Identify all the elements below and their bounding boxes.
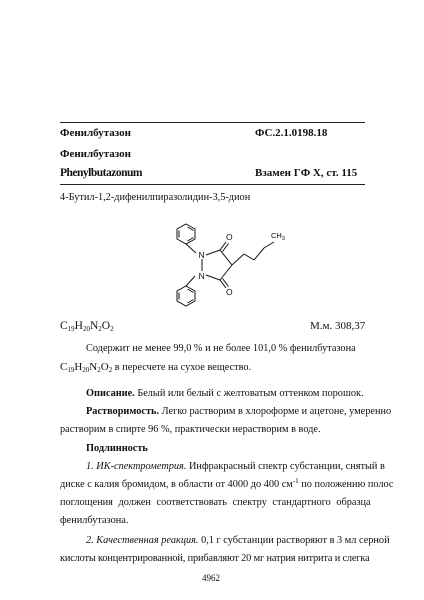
qual-line-1: 2. Качественная реакция. 0,1 г субстанции растворяют в 3 мл серной — [86, 535, 390, 546]
qual-line-2: кислоты концентрированной, прибавляют 20 мг натрия нитрита и слегка — [60, 553, 370, 564]
header-top-rule — [60, 122, 365, 123]
identity-heading: Подлинность — [86, 443, 148, 454]
oxygen-upper-label: O — [226, 232, 233, 242]
content-text: Содержит не менее 99,0 % и не более 101,0 % фенилбутазона — [86, 343, 356, 354]
solubility-label: Растворимость. — [86, 406, 160, 417]
description — [86, 385, 364, 403]
molecular-weight: М.м. 308,37 — [310, 320, 366, 332]
content-paragraph — [60, 340, 365, 358]
ir-label: 1. ИК-спектрометрия. — [86, 461, 187, 472]
content-tail: $C_{19}H_{20}N_2O_2$ в пересчете на сухое вещество. — [60, 361, 252, 374]
solubility-line-2: растворим в спирте 96 %, практически нерастворим в воде. — [60, 424, 321, 435]
nitrogen-lower-label: N — [198, 271, 205, 281]
ir-line-1: 1. ИК-спектрометрия. Инфракрасный спектр субстанции, снятый в — [86, 461, 385, 472]
qual-label: 2. Качественная реакция. — [86, 535, 199, 546]
ir-line-3: поглощения должен соответствовать спектру стандартного образца — [60, 497, 371, 508]
header-name-ru: Фенилбутазон — [60, 127, 131, 139]
solubility-line-1: Растворимость. Легко растворим в хлороформе и ацетоне, умеренно — [86, 406, 392, 417]
ir-line-2: диске с калия бромидом, в области от 4000 до 400 $см^{-1}$ по положению полос — [60, 477, 394, 490]
molecular-formula: $C_{19}H_{20}N_2O_2$ — [60, 320, 114, 333]
description-label: Описание. — [86, 388, 135, 399]
page-number: 4962 — [202, 573, 220, 583]
ir-line-4: фенилбутазона. — [60, 515, 129, 526]
chemical-name: 4-Бутил-1,2-дифенилпиразолидин-3,5-дион — [60, 192, 251, 203]
nitrogen-upper-label: N — [198, 250, 205, 260]
content-formula: $C_{19}H_{20}N_2O_2$ — [60, 361, 113, 374]
methyl-label: $CH_3$ — [271, 231, 285, 242]
replaces-note: Взамен ГФ X, ст. 115 — [255, 167, 358, 179]
description-text: Белый или белый с желтоватым оттенком порошок. — [137, 388, 364, 399]
header-bottom-rule — [60, 184, 365, 185]
monograph-code: ФС.2.1.0198.18 — [255, 127, 328, 139]
header-name-latin: Phenylbutazonum — [60, 167, 142, 179]
header-name-ru-2: Фенилбутазон — [60, 148, 131, 160]
structural-formula — [150, 218, 290, 310]
oxygen-lower-label: O — [226, 287, 233, 297]
